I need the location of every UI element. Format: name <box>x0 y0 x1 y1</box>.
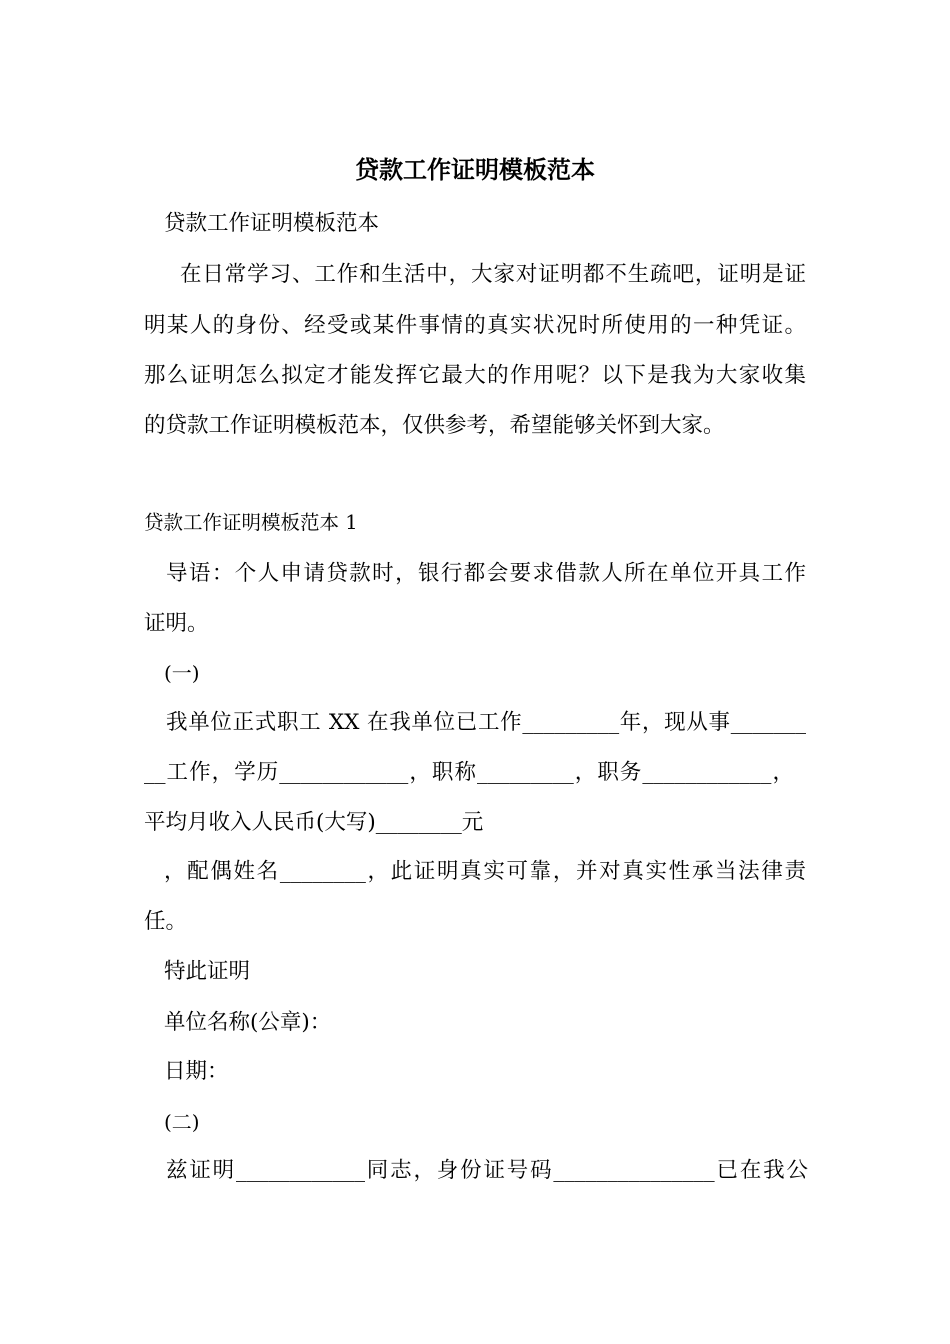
paragraph-line: 明某人的身份、经受或某件事情的真实状况时所使用的一种凭证。 <box>144 313 806 338</box>
subtitle-line: 贷款工作证明模板范本 <box>164 211 380 236</box>
form-line: __工作，学历____________，职称_________，职务____________， <box>144 760 794 785</box>
paragraph-line: 导语：个人申请贷款时，银行都会要求借款人所在单位开具工作 <box>166 561 806 586</box>
form-line: 我单位正式职工 XX 在我单位已工作_________年，现从事_______ <box>166 710 806 735</box>
signature-line: 单位名称(公章)： <box>164 1010 332 1035</box>
section-heading: 贷款工作证明模板范本 1 <box>144 511 358 534</box>
form-line: ，配偶姓名________，此证明真实可靠，并对真实性承当法律责 <box>164 859 806 884</box>
document-title: 贷款工作证明模板范本 <box>355 155 595 184</box>
paragraph-line: 在日常学习、工作和生活中，大家对证明都不生疏吧，证明是证 <box>180 262 806 287</box>
form-line: 任。 <box>144 909 188 934</box>
section-label: (二) <box>164 1110 200 1134</box>
section-label: (一) <box>164 661 200 685</box>
paragraph-line: 的贷款工作证明模板范本，仅供参考，希望能够关怀到大家。 <box>144 413 725 438</box>
form-line: 兹证明____________同志，身份证号码_______________已在我公 <box>166 1158 808 1183</box>
paragraph-line: 那么证明怎么拟定才能发挥它最大的作用呢？以下是我为大家收集 <box>144 363 806 388</box>
date-line: 日期： <box>164 1059 229 1084</box>
paragraph-line: 证明。 <box>144 611 209 636</box>
form-line: 平均月收入人民币(大写)________元 <box>144 810 484 835</box>
closing-line: 特此证明 <box>164 959 251 984</box>
